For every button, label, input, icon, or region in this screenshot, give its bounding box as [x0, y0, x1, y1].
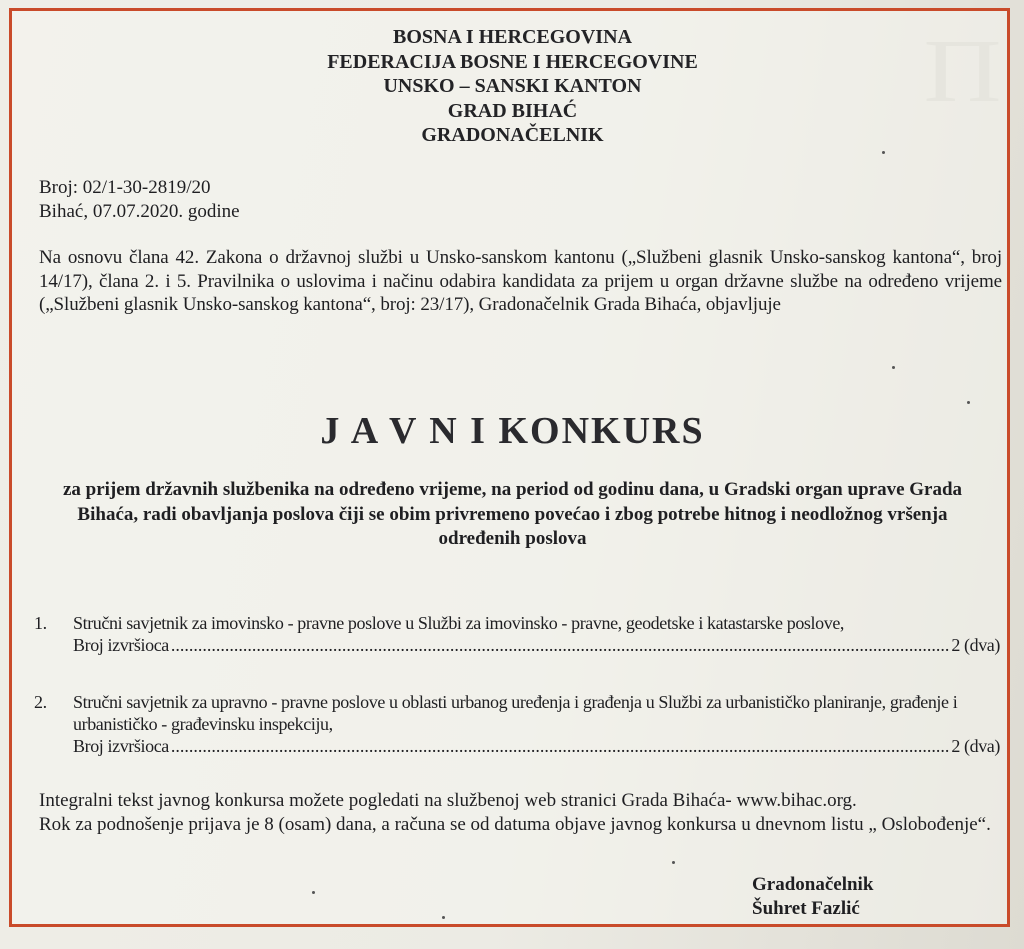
- count-label: Broj izvršioca: [73, 736, 169, 756]
- position-description: Stručni savjetnik za upravno - pravne poslove u oblasti urbanog uređenja i građenja u Službi za urbanističko planiranje, građenje i urbanističko - građevinsku inspekciju,: [73, 692, 958, 734]
- header-canton: UNSKO – SANSKI KANTON: [383, 75, 642, 97]
- document-date: Bihać, 07.07.2020. godine: [39, 201, 240, 222]
- print-speck: [892, 366, 895, 369]
- count-value: 2 (dva): [951, 635, 1000, 655]
- intro-paragraph: Na osnovu člana 42. Zakona o državnoj službi u Unsko-sanskom kantonu („Službeni glasnik Unsko-sanskog kantona“, broj 14/17), člana 2. i 5. Pravilnika o uslovima i načinu odabira kandidata za prijem u organ državne službe na određeno vrijeme („Službeni glasnik Unsko-sanskog kantona“, broj: 23/17), Gradonačelnik Grada Bihaća, objavljuje: [39, 247, 1002, 315]
- signature-role: Gradonačelnik: [752, 874, 874, 895]
- website-note: Integralni tekst javnog konkursa možete pogledati na službenoj web stranici Grada Bihaća- www.bihac.org.: [39, 790, 857, 811]
- dot-leader: [171, 634, 949, 656]
- header-office: GRADONAČELNIK: [421, 124, 604, 146]
- count-label: Broj izvršioca: [73, 635, 169, 655]
- print-speck: [672, 861, 675, 864]
- print-speck: [882, 151, 885, 154]
- document-header: [12, 25, 1013, 148]
- signature-block: [752, 873, 982, 921]
- header-city: GRAD BIHAĆ: [447, 99, 578, 122]
- count-value: 2 (dva): [951, 736, 1000, 756]
- header-federation: FEDERACIJA BOSNE I HERCEGOVINE: [327, 50, 698, 73]
- closing-paragraph: [39, 789, 1005, 836]
- position-item-2: [34, 691, 1000, 757]
- deadline-note: Rok za podnošenje prijava je 8 (osam) dana, a računa se od datuma objave javnog konkursa u dnevnom listu „ Oslobođenje“.: [39, 813, 991, 835]
- announcement-frame: [9, 8, 1010, 927]
- position-description: Stručni savjetnik za imovinsko - pravne poslove u Službi za imovinsko - pravne, geodetske i katastarske poslove,: [73, 613, 845, 633]
- document-meta: [39, 176, 240, 224]
- position-number: 2.: [34, 692, 47, 712]
- dot-leader: [171, 735, 949, 757]
- position-number: 1.: [34, 613, 47, 633]
- print-speck: [967, 401, 970, 404]
- position-count-line: [73, 634, 1000, 656]
- print-speck: [442, 916, 445, 919]
- document-title: J A V N I KONKURS: [320, 410, 705, 452]
- document-number: Broj: 02/1-30-2819/20: [39, 177, 211, 198]
- signature-name: Šuhret Fazlić: [752, 898, 860, 919]
- position-count-line: [73, 735, 1000, 757]
- print-speck: [312, 891, 315, 894]
- header-country: BOSNA I HERCEGOVINA: [393, 26, 632, 48]
- document-subtitle: za prijem državnih službenika na određeno vrijeme, na period od godinu dana, u Gradski organ uprave Grada Bihaća, radi obavljanja poslova čiji se obim privremeno povećao i zbog potrebe hitnog i neodložnog vršenja određenih poslova: [62, 479, 963, 549]
- position-item-1: [34, 612, 1000, 656]
